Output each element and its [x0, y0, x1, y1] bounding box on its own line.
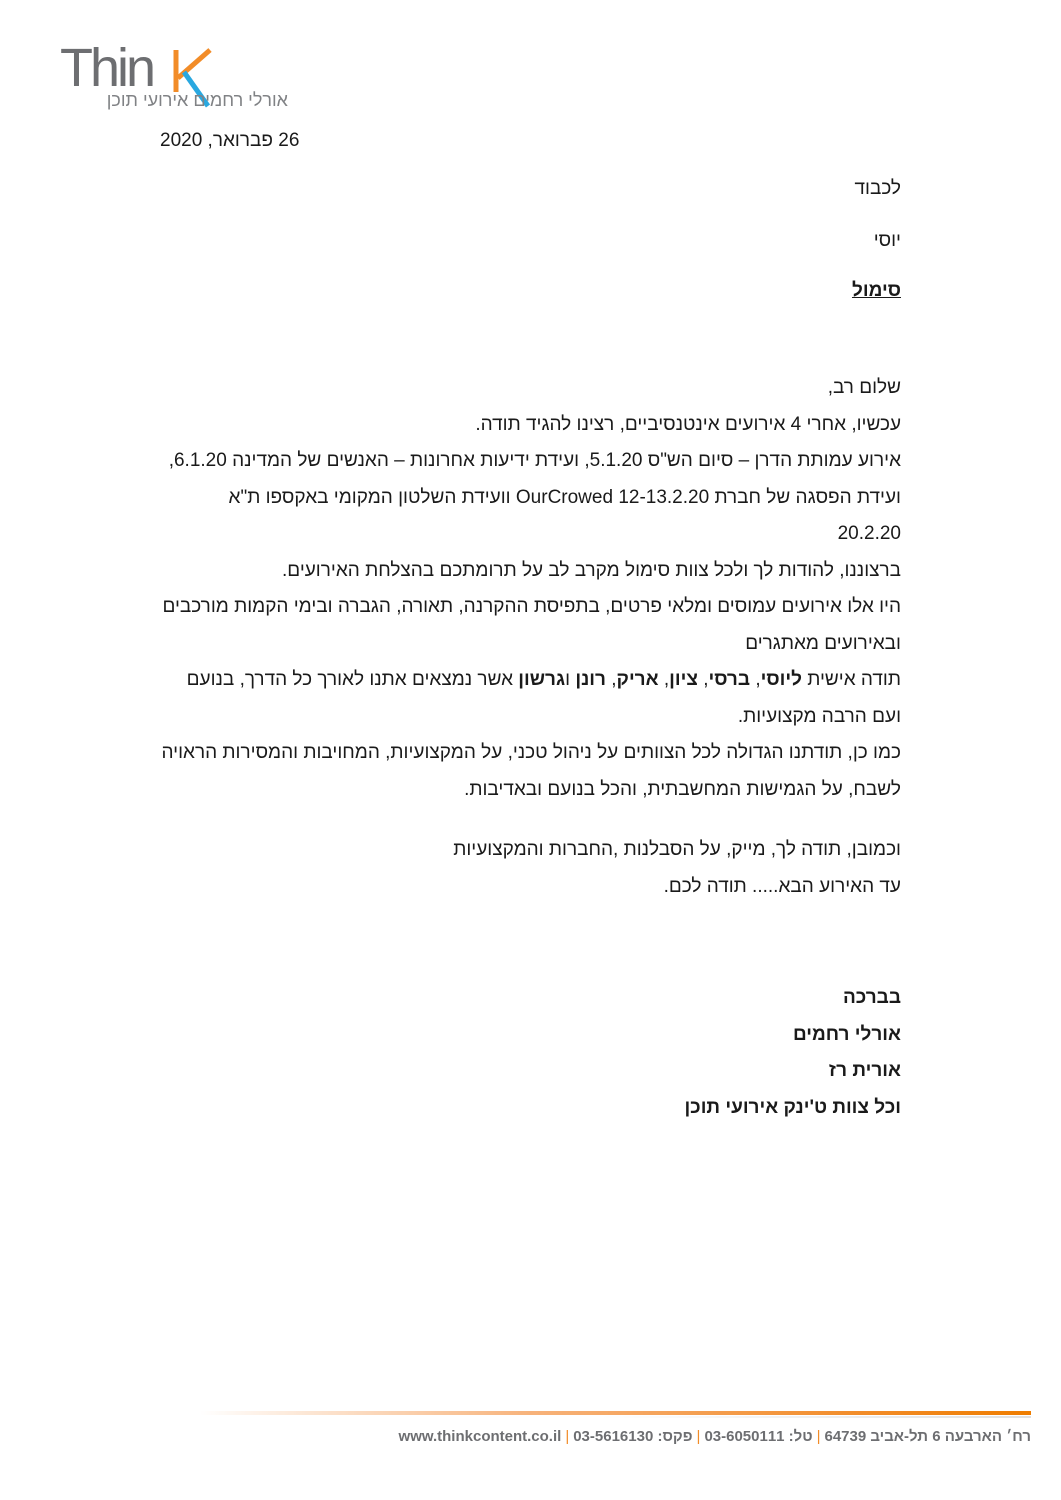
body-paragraph: עכשיו, אחרי 4 אירועים אינטנסיביים, רצינו להגיד תודה.: [475, 413, 901, 435]
name-arik: אריק: [616, 669, 659, 690]
text-span: ,: [750, 669, 761, 690]
text-span: ,: [605, 669, 617, 690]
footer-website-link[interactable]: www.thinkcontent.co.il: [398, 1428, 562, 1445]
text-span: ,: [697, 669, 709, 690]
footer-separator: |: [696, 1428, 701, 1445]
signature-block: [160, 980, 901, 1126]
thanks-paragraph: [160, 662, 901, 735]
footer-phone: טל: 03-6050111: [704, 1428, 813, 1445]
signature-line: וכל צוות ט'ינק אירועי תוכן: [684, 1096, 901, 1118]
body-paragraph: ברצוננו, להודות לך ולכל צוות סימול מקרב לב על תרומתכם בהצלחת האירועים.: [282, 559, 901, 581]
closing-line: עד האירוע הבא..... תודה לכם.: [663, 875, 901, 897]
name-ronen: רונן: [575, 669, 606, 690]
letter-body: [160, 370, 901, 808]
name-zion: ציון: [669, 669, 698, 690]
footer-contact: [399, 1428, 1031, 1445]
signature-line: אורלי רחמים: [792, 1023, 901, 1045]
signature-line: בברכה: [842, 987, 901, 1008]
footer-fax: פקס: 03-5616130: [573, 1428, 693, 1445]
letter-date: 26 פברואר, 2020: [160, 130, 300, 151]
body-paragraph: היו אלו אירועים עמוסים ומלאי פרטים, בתפיסת ההקרנה, תאורה, הגברה ובימי הקמות מורכבים ובאירועים מאתגרים: [162, 596, 901, 654]
name-barsi: ברסי: [708, 669, 751, 690]
footer-divider-secondary: [600, 1416, 1031, 1418]
text-span: אשר נמצאים אתנו לאורך כל הדרך, בנועם ועם הרבה מקצועיות.: [186, 669, 901, 727]
text-span: ו: [565, 669, 576, 690]
signature-line: אורית רז: [828, 1060, 901, 1081]
recipient-company: סימול: [851, 280, 901, 301]
closing: [160, 832, 901, 905]
body-paragraph: אירוע עמותת הדרן – סיום הש"ס 5.1.20, ועידת ידיעות אחרונות – האנשים של המדינה 6.1.20, ועידת הפסגה של חברת OurCrowed 12-13.2.20 וועידת השלטון המקומי באקספו ת"א 20.2.20: [168, 450, 901, 544]
text-span: ,: [658, 669, 670, 690]
footer-divider: [200, 1411, 1031, 1415]
footer-separator: |: [565, 1428, 570, 1445]
body-paragraph: כמו כן, תודתנו הגדולה לכל הצוותים על ניהול טכני, על המקצועיות, המחויבות והמסירות הראויה לשבח, על הגמישות המחשבתית, והכל בנועם ובאדיבות.: [161, 742, 901, 800]
name-yossi: ליוסי: [760, 669, 802, 690]
logo-wordmark: Thin: [60, 38, 154, 98]
recipient-line-2: יוסי: [873, 230, 901, 251]
text-span: תודה אישית: [801, 669, 901, 690]
closing-line: וכמובן, תודה לך, מייק, על הסבלנות ,החברות והמקצועיות: [453, 839, 901, 860]
footer-address: רח׳ הארבעה 6 תל-אביב 64739: [824, 1428, 1031, 1445]
logo-subtitle: אורלי רחמים אירועי תוכן: [106, 90, 288, 110]
footer-separator: |: [816, 1428, 821, 1445]
recipient-line-1: לכבוד: [854, 178, 901, 199]
company-logo: [60, 40, 300, 120]
name-gershon: גרשון: [518, 669, 566, 690]
greeting: שלום רב,: [827, 377, 901, 398]
